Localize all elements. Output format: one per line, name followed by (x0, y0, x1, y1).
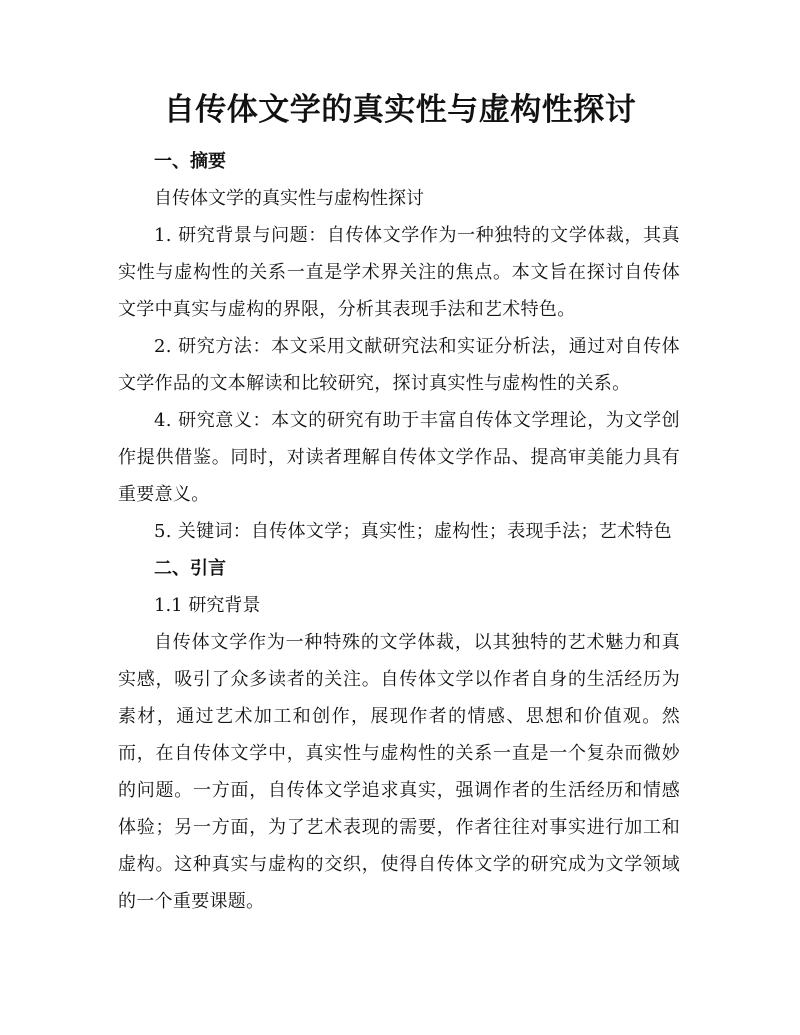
abstract-heading: 一、摘要 (154, 151, 226, 172)
intro-background-paragraph: 自传体文学作为一种特殊的文学体裁，以其独特的艺术魅力和真实感，吸引了众多读者的关注。自传体文学以作者自身的生活经历为素材，通过艺术加工和创作，展现作者的情感、思想和价值观。然而，在自传体文学中，真实性与虚构性的关系一直是一个复杂而微妙的问题。一方面，自传体文学追求真实，强调作者的生活经历和情感体验；另一方面，为了艺术表现的需要，作者往往对事实进行加工和虚构。这种真实与虚构的交织，使得自传体文学的研究成为文学领域的一个重要课题。 (118, 632, 680, 912)
abstract-keywords-paragraph: 5. 关键词：自传体文学；真实性；虚构性；表现手法；艺术特色 (154, 521, 672, 542)
abstract-subtitle: 自传体文学的真实性与虚构性探讨 (154, 188, 424, 209)
intro-heading: 二、引言 (154, 558, 226, 579)
abstract-significance-paragraph: 4. 研究意义：本文的研究有助于丰富自传体文学理论，为文学创作提供借鉴。同时，对读者理解自传体文学作品、提高审美能力具有重要意义。 (118, 410, 680, 505)
abstract-method-paragraph: 2. 研究方法：本文采用文献研究法和实证分析法，通过对自传体文学作品的文本解读和比较研究，探讨真实性与虚构性的关系。 (118, 336, 680, 394)
abstract-background-paragraph: 1. 研究背景与问题：自传体文学作为一种独特的文学体裁，其真实性与虚构性的关系一直是学术界关注的焦点。本文旨在探讨自传体文学中真实与虚构的界限，分析其表现手法和艺术特色。 (118, 225, 680, 320)
document-title: 自传体文学的真实性与虚构性探讨 (163, 92, 637, 128)
document-body (118, 143, 680, 920)
intro-subheading: 1.1 研究背景 (154, 595, 261, 616)
